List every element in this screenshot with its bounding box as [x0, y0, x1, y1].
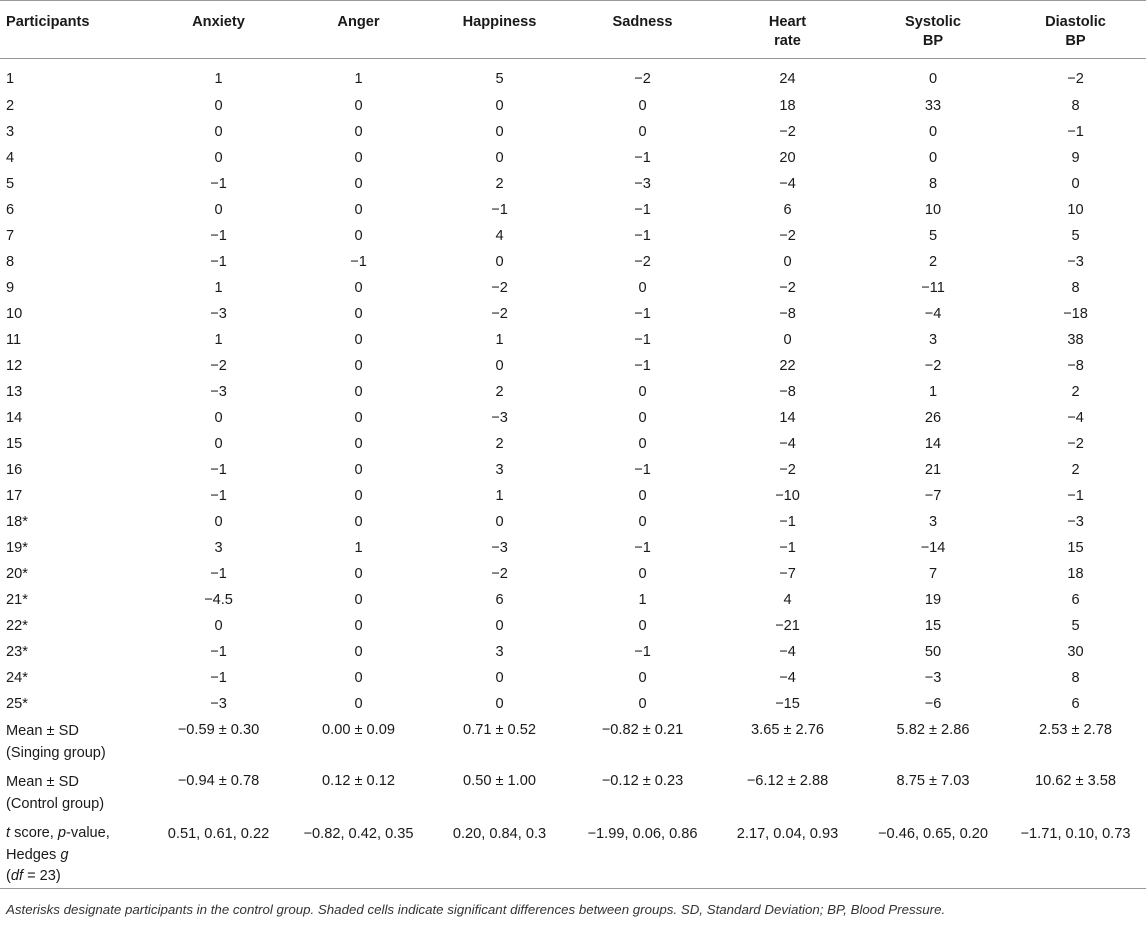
value-cell: 0 [638, 696, 647, 712]
value-cell: 10 [1067, 202, 1084, 218]
value-cell: −1 [210, 644, 227, 660]
value-cell: −8 [1067, 358, 1084, 374]
value-cell: 9 [1071, 150, 1080, 166]
summary-label-line: (Control group) [6, 796, 105, 812]
participant-cell: 25* [6, 696, 28, 712]
value-cell: 6 [1071, 696, 1080, 712]
value-cell: 22 [779, 358, 796, 374]
summary-value: 2.53 ± 2.78 [1039, 722, 1112, 738]
summary-value: 0.12 ± 0.12 [322, 773, 395, 789]
value-cell: 1 [214, 332, 223, 348]
tstat-value: −0.46, 0.65, 0.20 [861, 819, 1005, 888]
value-cell: 0 [495, 98, 504, 114]
value-cell: 6 [1071, 592, 1080, 608]
value-cell: 18 [779, 98, 796, 114]
value-cell: 33 [924, 98, 942, 114]
header-cell [571, 1, 714, 59]
value-cell: −1 [779, 540, 796, 556]
participant-cell: 5 [6, 176, 15, 192]
value-cell: −1 [634, 228, 651, 244]
tstat-label-part: t [6, 825, 11, 841]
value-cell: 0 [214, 150, 223, 166]
value-cell: 0 [638, 280, 647, 296]
value-cell: 0 [214, 124, 223, 140]
participant-cell: 6 [6, 202, 15, 218]
participant-cell: 12 [6, 358, 23, 374]
table-row [0, 431, 1146, 457]
value-cell: 1 [495, 332, 504, 348]
header-cell [289, 1, 428, 59]
summary-label-line: (Singing group) [6, 745, 106, 761]
value-cell: 0 [354, 176, 363, 192]
value-cell: 0 [638, 436, 647, 452]
value-cell: 5 [1071, 228, 1080, 244]
value-cell: −1 [210, 488, 227, 504]
participant-cell: 4 [6, 150, 15, 166]
value-cell: 0 [214, 618, 223, 634]
table-row [0, 561, 1146, 587]
value-cell: 0 [214, 98, 223, 114]
table-row [0, 353, 1146, 379]
value-cell: −2 [1067, 71, 1084, 87]
value-cell: 0 [638, 410, 647, 426]
table-row [0, 483, 1146, 509]
value-cell: −1 [634, 332, 651, 348]
value-cell: 0 [638, 670, 647, 686]
value-cell: 5 [495, 71, 504, 87]
value-cell: 0 [495, 254, 504, 270]
value-cell: 0 [354, 670, 363, 686]
participant-cell: 13 [6, 384, 23, 400]
value-cell: −4 [779, 176, 796, 192]
value-cell: 3 [495, 462, 504, 478]
value-cell: −2 [924, 358, 942, 374]
value-cell: 1 [354, 540, 363, 556]
value-cell: 0 [354, 150, 363, 166]
value-cell: −1 [634, 150, 651, 166]
value-cell: −4.5 [204, 592, 233, 608]
tstat-label-part: score, [10, 825, 58, 841]
value-cell: 6 [783, 202, 792, 218]
header-cell [428, 1, 571, 59]
value-cell: 0 [354, 358, 363, 374]
value-cell: −1 [210, 462, 227, 478]
table-body [0, 59, 1146, 889]
table-row [0, 405, 1146, 431]
value-cell: −1 [1067, 488, 1084, 504]
value-cell: 1 [495, 488, 504, 504]
value-cell: 1 [928, 384, 938, 400]
value-cell: 15 [1067, 540, 1084, 556]
value-cell: −2 [779, 462, 796, 478]
value-cell: 0 [1071, 176, 1080, 192]
tstat-label [0, 819, 148, 888]
value-cell: 0 [354, 306, 363, 322]
tstat-value: 0.20, 0.84, 0.3 [428, 819, 571, 888]
value-cell: 38 [1067, 332, 1084, 348]
value-cell: −1 [634, 540, 651, 556]
value-cell: −2 [491, 566, 508, 582]
value-cell: −1 [210, 176, 227, 192]
header-label: Happiness [462, 14, 537, 30]
value-cell: 0 [783, 332, 792, 348]
value-cell: 0 [638, 566, 647, 582]
header-row [0, 1, 1146, 59]
value-cell: 0 [354, 514, 363, 530]
table-row [0, 223, 1146, 249]
tstat-value: −0.82, 0.42, 0.35 [289, 819, 428, 888]
value-cell: 0 [638, 618, 647, 634]
value-cell: 0 [354, 98, 363, 114]
value-cell: 19 [924, 592, 942, 608]
participant-cell: 8 [6, 254, 15, 270]
value-cell: 0 [495, 670, 504, 686]
table-row [0, 171, 1146, 197]
value-cell: −2 [491, 306, 508, 322]
value-cell: −15 [775, 696, 800, 712]
value-cell: 0 [354, 592, 363, 608]
value-cell: 26 [924, 410, 942, 426]
summary-value: 10.62 ± 3.58 [1034, 773, 1117, 789]
summary-row [0, 768, 1146, 819]
value-cell: 1 [214, 71, 223, 87]
value-cell: 20 [779, 150, 796, 166]
value-cell: −2 [634, 254, 651, 270]
value-cell: 0 [495, 150, 504, 166]
summary-value: −0.59 ± 0.30 [177, 722, 260, 738]
value-cell: 0 [928, 124, 938, 140]
value-cell: 7 [928, 566, 938, 582]
value-cell: 3 [928, 514, 938, 530]
table-header [0, 1, 1146, 59]
table-row [0, 639, 1146, 665]
table-row [0, 249, 1146, 275]
value-cell: 24 [779, 71, 796, 87]
participant-cell: 11 [6, 332, 22, 348]
summary-value: 3.65 ± 2.76 [751, 722, 824, 738]
tstat-value: 2.17, 0.04, 0.93 [714, 819, 861, 888]
value-cell: 0 [354, 462, 363, 478]
tstat-label-part: p [57, 825, 67, 841]
value-cell: 1 [214, 280, 223, 296]
value-cell: 0 [783, 254, 792, 270]
value-cell: −2 [779, 124, 796, 140]
header-label: rate [774, 33, 801, 49]
value-cell: 0 [214, 410, 223, 426]
table-row [0, 379, 1146, 405]
table-footnote: Asterisks designate participants in the control group. Shaded cells indicate significant differences between groups. SD, Standard Deviation; BP, Blood Pressure. [6, 902, 946, 917]
header-cell [861, 1, 1005, 59]
value-cell: 0 [928, 71, 938, 87]
value-cell: −1 [210, 566, 227, 582]
table-row [0, 509, 1146, 535]
value-cell: −1 [210, 228, 227, 244]
value-cell: −1 [634, 358, 651, 374]
summary-row [0, 717, 1146, 768]
value-cell: 0 [214, 202, 223, 218]
value-cell: 1 [354, 71, 363, 87]
tstat-value: 0.51, 0.61, 0.22 [148, 819, 289, 888]
summary-value: 5.82 ± 2.86 [896, 722, 970, 738]
table-row [0, 535, 1146, 561]
value-cell: 8 [1071, 280, 1080, 296]
value-cell: −7 [924, 488, 942, 504]
header-label: Sadness [612, 14, 673, 30]
value-cell: 0 [354, 410, 363, 426]
value-cell: 0 [495, 124, 504, 140]
participant-cell: 15 [6, 436, 23, 452]
tstat-label-part: g [60, 846, 69, 863]
value-cell: −1 [634, 644, 651, 660]
value-cell: 0 [354, 384, 363, 400]
value-cell: 0 [638, 384, 647, 400]
value-cell: 0 [638, 514, 647, 530]
value-cell: −10 [775, 488, 800, 504]
value-cell: −2 [210, 358, 227, 374]
value-cell: 4 [495, 228, 504, 244]
value-cell: 3 [214, 540, 223, 556]
value-cell: 0 [214, 514, 223, 530]
participant-cell: 24* [6, 670, 28, 686]
participant-cell: 22* [6, 618, 28, 634]
tstat-label-part: = 23) [23, 868, 61, 884]
tstat-value: −1.71, 0.10, 0.73 [1005, 819, 1146, 888]
value-cell: −7 [779, 566, 796, 582]
header-label: Anxiety [192, 14, 245, 30]
header-cell [148, 1, 289, 59]
value-cell: −18 [1063, 306, 1088, 322]
value-cell: −2 [779, 228, 796, 244]
tstat-label-part: df [10, 868, 24, 884]
value-cell: 0 [354, 566, 363, 582]
value-cell: −1 [634, 306, 651, 322]
participant-cell: 14 [6, 410, 23, 426]
value-cell: −1 [1067, 124, 1084, 140]
value-cell: 0 [638, 488, 647, 504]
summary-label-line: Mean ± SD [6, 723, 79, 739]
table-row [0, 613, 1146, 639]
table-row [0, 327, 1146, 353]
table-row [0, 665, 1146, 691]
value-cell: 2 [495, 384, 504, 400]
value-cell: 0 [354, 228, 363, 244]
value-cell: 5 [928, 228, 938, 244]
table-row [0, 145, 1146, 171]
value-cell: −4 [924, 306, 942, 322]
value-cell: −21 [775, 618, 800, 634]
participant-cell: 3 [6, 124, 15, 140]
participant-cell: 16 [6, 462, 23, 478]
tstat-label-part: ( [6, 868, 11, 884]
tstat-row [0, 819, 1146, 888]
value-cell: 30 [1067, 644, 1084, 660]
value-cell: 4 [783, 592, 792, 608]
value-cell: 0 [354, 488, 363, 504]
value-cell: −1 [634, 202, 651, 218]
value-cell: 0 [928, 150, 938, 166]
table-row [0, 691, 1146, 717]
value-cell: 0 [354, 696, 363, 712]
value-cell: 8 [928, 176, 938, 192]
summary-value: −0.94 ± 0.78 [177, 773, 260, 789]
value-cell: −3 [1067, 514, 1084, 530]
value-cell: −3 [924, 670, 942, 686]
value-cell: 0 [354, 202, 363, 218]
value-cell: 0 [638, 124, 647, 140]
value-cell: 0 [354, 332, 363, 348]
value-cell: 8 [1071, 670, 1080, 686]
summary-label [0, 717, 148, 768]
value-cell: −6 [924, 696, 942, 712]
header-label: Anger [337, 14, 380, 30]
value-cell: 18 [1067, 566, 1084, 582]
value-cell: −8 [779, 306, 796, 322]
value-cell: 1 [638, 592, 647, 608]
value-cell: −3 [210, 306, 227, 322]
header-label: BP [922, 33, 944, 49]
value-cell: 5 [1071, 618, 1080, 634]
value-cell: −1 [350, 254, 367, 270]
header-label: Participants [6, 14, 90, 30]
value-cell: −3 [491, 540, 508, 556]
value-cell: 0 [495, 358, 504, 374]
table-row [0, 587, 1146, 613]
value-cell: 3 [928, 332, 938, 348]
summary-value: −0.82 ± 0.21 [601, 722, 684, 738]
value-cell: 0 [354, 644, 363, 660]
value-cell: −14 [920, 540, 946, 556]
header-participants [0, 1, 148, 59]
table-row [0, 119, 1146, 145]
value-cell: −4 [779, 436, 796, 452]
participant-cell: 17 [6, 488, 23, 504]
value-cell: −1 [779, 514, 796, 530]
header-label: BP [1065, 33, 1086, 49]
value-cell: 0 [495, 618, 504, 634]
table-row [0, 457, 1146, 483]
value-cell: 0 [495, 696, 504, 712]
value-cell: −1 [210, 670, 227, 686]
participant-cell: 23* [6, 644, 28, 660]
value-cell: 2 [1071, 384, 1080, 400]
value-cell: −3 [210, 696, 227, 712]
value-cell: −1 [491, 202, 508, 218]
table-row [0, 301, 1146, 327]
value-cell: −4 [779, 644, 796, 660]
value-cell: 8 [1071, 98, 1080, 114]
value-cell: −3 [1067, 254, 1084, 270]
table-row [0, 275, 1146, 301]
summary-label [0, 768, 148, 819]
summary-value: 0.00 ± 0.09 [322, 722, 395, 738]
table-row [0, 197, 1146, 223]
value-cell: −8 [779, 384, 796, 400]
value-cell: −11 [921, 280, 945, 296]
participant-cell: 7 [6, 228, 15, 244]
value-cell: 0 [354, 124, 363, 140]
participant-cell: 20* [6, 566, 28, 582]
participant-cell: 2 [6, 98, 15, 114]
summary-value: 0.50 ± 1.00 [463, 773, 536, 789]
header-label: Diastolic [1045, 14, 1106, 30]
tstat-label-part: -value, [66, 825, 110, 841]
value-cell: −2 [634, 71, 651, 87]
value-cell: 0 [354, 280, 363, 296]
value-cell: −3 [634, 176, 651, 192]
summary-value: −6.12 ± 2.88 [746, 773, 829, 789]
value-cell: 0 [214, 436, 223, 452]
value-cell: −2 [491, 280, 508, 296]
header-cell [1005, 1, 1146, 59]
value-cell: 0 [354, 436, 363, 452]
value-cell: −2 [779, 280, 796, 296]
table-row [0, 59, 1146, 94]
header-cell [714, 1, 861, 59]
value-cell: −1 [210, 254, 227, 270]
value-cell: −3 [491, 410, 508, 426]
value-cell: 2 [928, 254, 938, 270]
value-cell: −3 [210, 384, 227, 400]
summary-value: 0.71 ± 0.52 [463, 722, 536, 738]
participant-cell: 19* [6, 540, 28, 556]
value-cell: 21 [924, 462, 942, 478]
value-cell: 0 [638, 98, 647, 114]
tstat-label-part: Hedges [6, 846, 61, 863]
value-cell: 3 [495, 644, 504, 660]
tstat-value: −1.99, 0.06, 0.86 [571, 819, 714, 888]
participant-cell: 18* [6, 514, 28, 530]
value-cell: 50 [924, 644, 942, 660]
value-cell: −1 [634, 462, 651, 478]
summary-value: 8.75 ± 7.03 [896, 773, 970, 789]
participant-cell: 10 [6, 306, 23, 322]
summary-label-line: Mean ± SD [6, 774, 79, 790]
value-cell: 2 [1071, 462, 1080, 478]
participant-cell: 21* [6, 592, 28, 608]
header-label: Systolic [905, 14, 961, 30]
value-cell: 6 [495, 592, 504, 608]
value-cell: −4 [779, 670, 796, 686]
header-label: Heart [768, 14, 807, 30]
table-row [0, 93, 1146, 119]
value-cell: 10 [924, 202, 942, 218]
value-cell: 0 [495, 514, 504, 530]
participant-cell: 1 [6, 71, 15, 87]
value-cell: 2 [495, 436, 504, 452]
value-cell: 14 [924, 436, 942, 452]
value-cell: 2 [495, 176, 504, 192]
value-cell: 14 [779, 410, 796, 426]
summary-value: −0.12 ± 0.23 [601, 773, 684, 789]
value-cell: −4 [1067, 410, 1084, 426]
value-cell: 15 [924, 618, 942, 634]
value-cell: −2 [1067, 436, 1084, 452]
value-cell: 0 [354, 618, 363, 634]
participant-cell: 9 [6, 280, 15, 296]
